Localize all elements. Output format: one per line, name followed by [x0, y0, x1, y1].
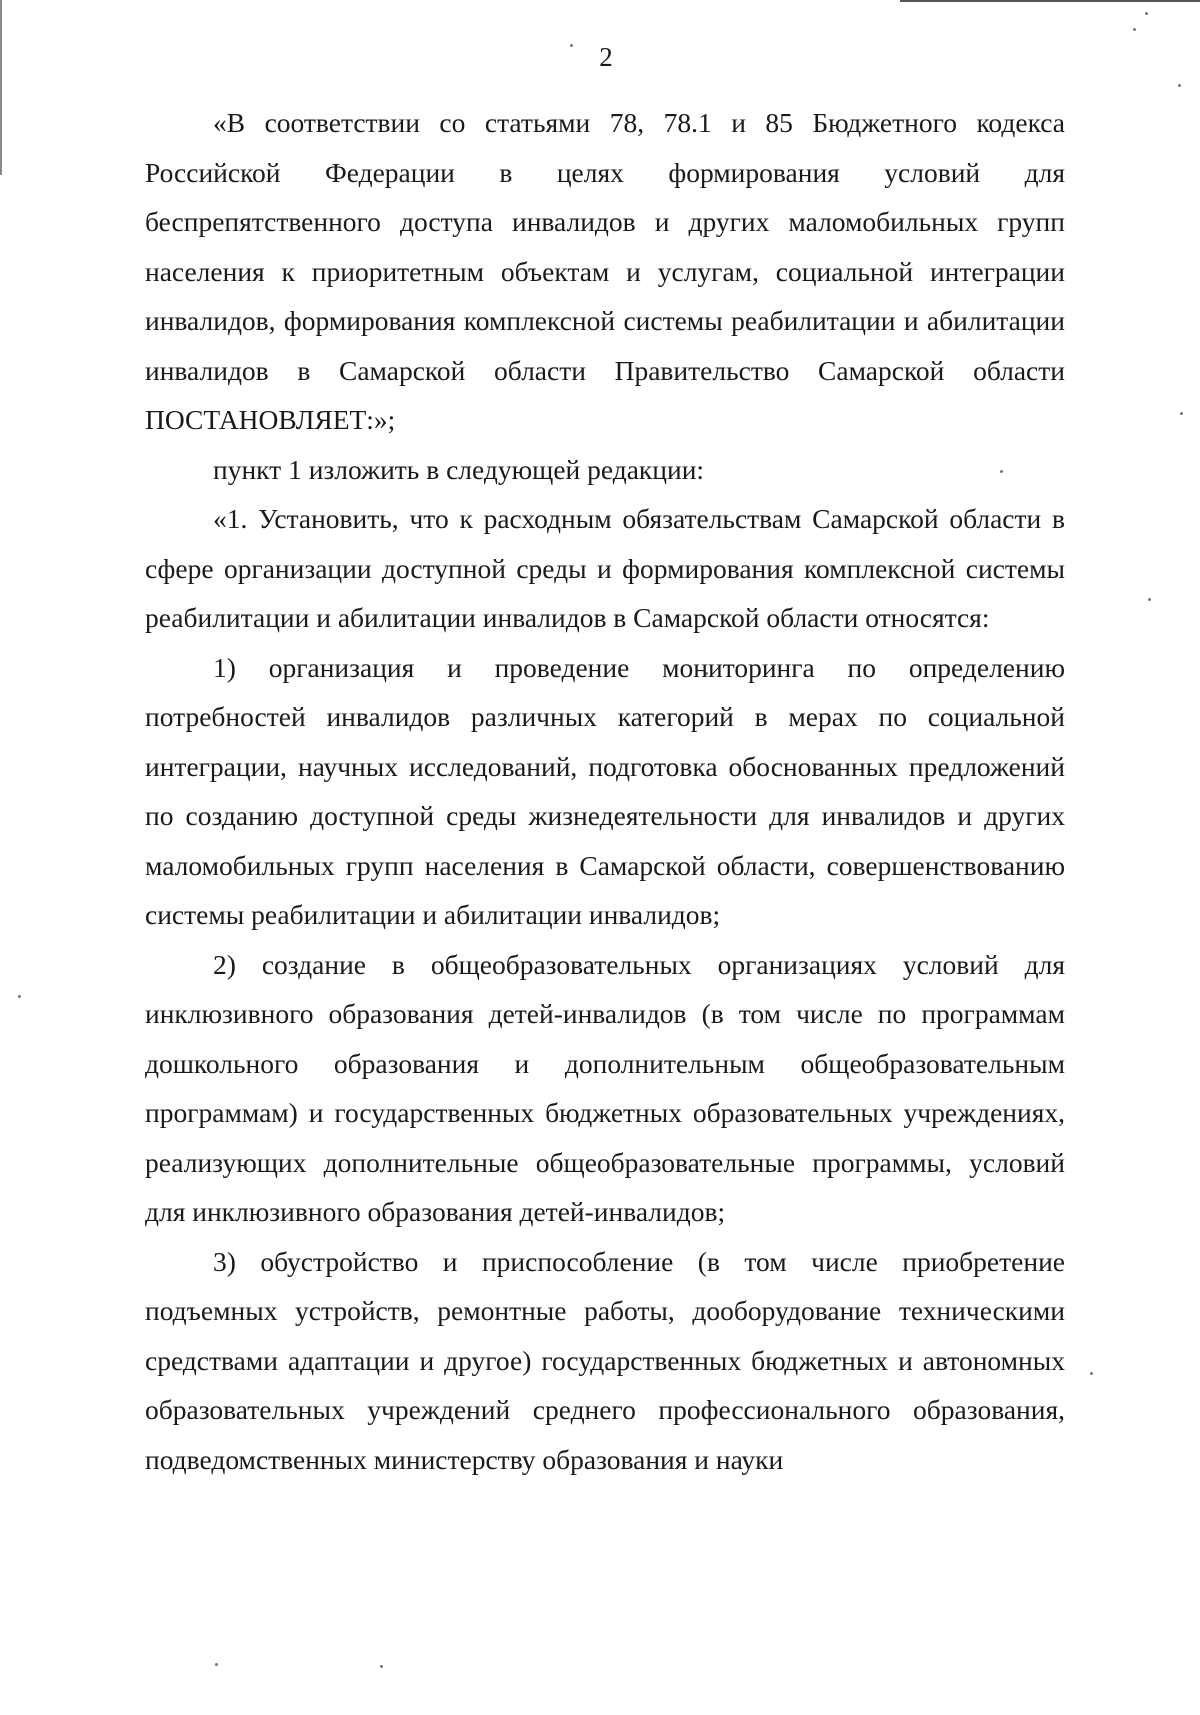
- paragraph-preamble: «В соответствии со статьями 78, 78.1 и 85 Бюджетного кодекса Российской Федерации в целях формирования условий для беспрепятственного доступа инвалидов и других маломобильных групп населения к приоритетным объектам и услугам, социальной интеграции инвалидов, формирования комплексной системы реабилитации и абилитации инвалидов в Самарской области Правительство Самарской области ПОСТАНОВЛЯЕТ:»;: [145, 107, 1065, 435]
- paragraph-item-1-intro: «1. Установить, что к расходным обязательствам Самарской области в сфере организации доступной среды и формирования комплексной системы реабилитации и абилитации инвалидов в Самарской области относятся:: [145, 503, 1065, 633]
- scan-dust: [1180, 412, 1183, 415]
- paragraph-subitem-1: 1) организация и проведение мониторинга по определению потребностей инвалидов различных категорий в мерах по социальной интеграции, научных исследований, подготовка обоснованных предложений по созданию доступной среды жизнедеятельности для инвалидов и других маломобильных групп населения в Самарской области, совершенствованию системы реабилитации и абилитации инвалидов;: [145, 651, 1065, 930]
- scan-dust: [1148, 598, 1151, 601]
- scan-edge-line-top: [900, 0, 1200, 2]
- scan-dust: [1178, 84, 1181, 87]
- scan-dust: [1145, 12, 1148, 15]
- scan-dust: [215, 1663, 218, 1666]
- scan-dust: [380, 1665, 383, 1668]
- paragraph-subitem-2: 2) создание в общеобразовательных организациях условий для инклюзивного образования детей-инвалидов (в том числе по программам дошкольного образования и дополнительным общеобразовательным программам) и государственных бюджетных образовательных учреждениях, реализующих дополнительные общеобразовательные программы, условий для инклюзивного образования детей-инвалидов;: [145, 948, 1065, 1227]
- paragraph-instruction: пункт 1 изложить в следующей редакции:: [213, 453, 705, 485]
- document-body: [145, 98, 1065, 1484]
- scan-dust: [1133, 28, 1136, 31]
- paragraph-subitem-3: 3) обустройство и приспособление (в том числе приобретение подъемных устройств, ремонтные работы, дооборудование техническими средствами адаптации и другое) государственных бюджетных и автономных образовательных учреждений среднего профессионального образования, подведомственных министерству образования и науки: [145, 1245, 1065, 1475]
- scan-dust: [1090, 1372, 1093, 1375]
- scan-dust: [18, 995, 21, 998]
- scan-edge-line-left: [0, 0, 2, 175]
- page-number: 2: [599, 42, 613, 72]
